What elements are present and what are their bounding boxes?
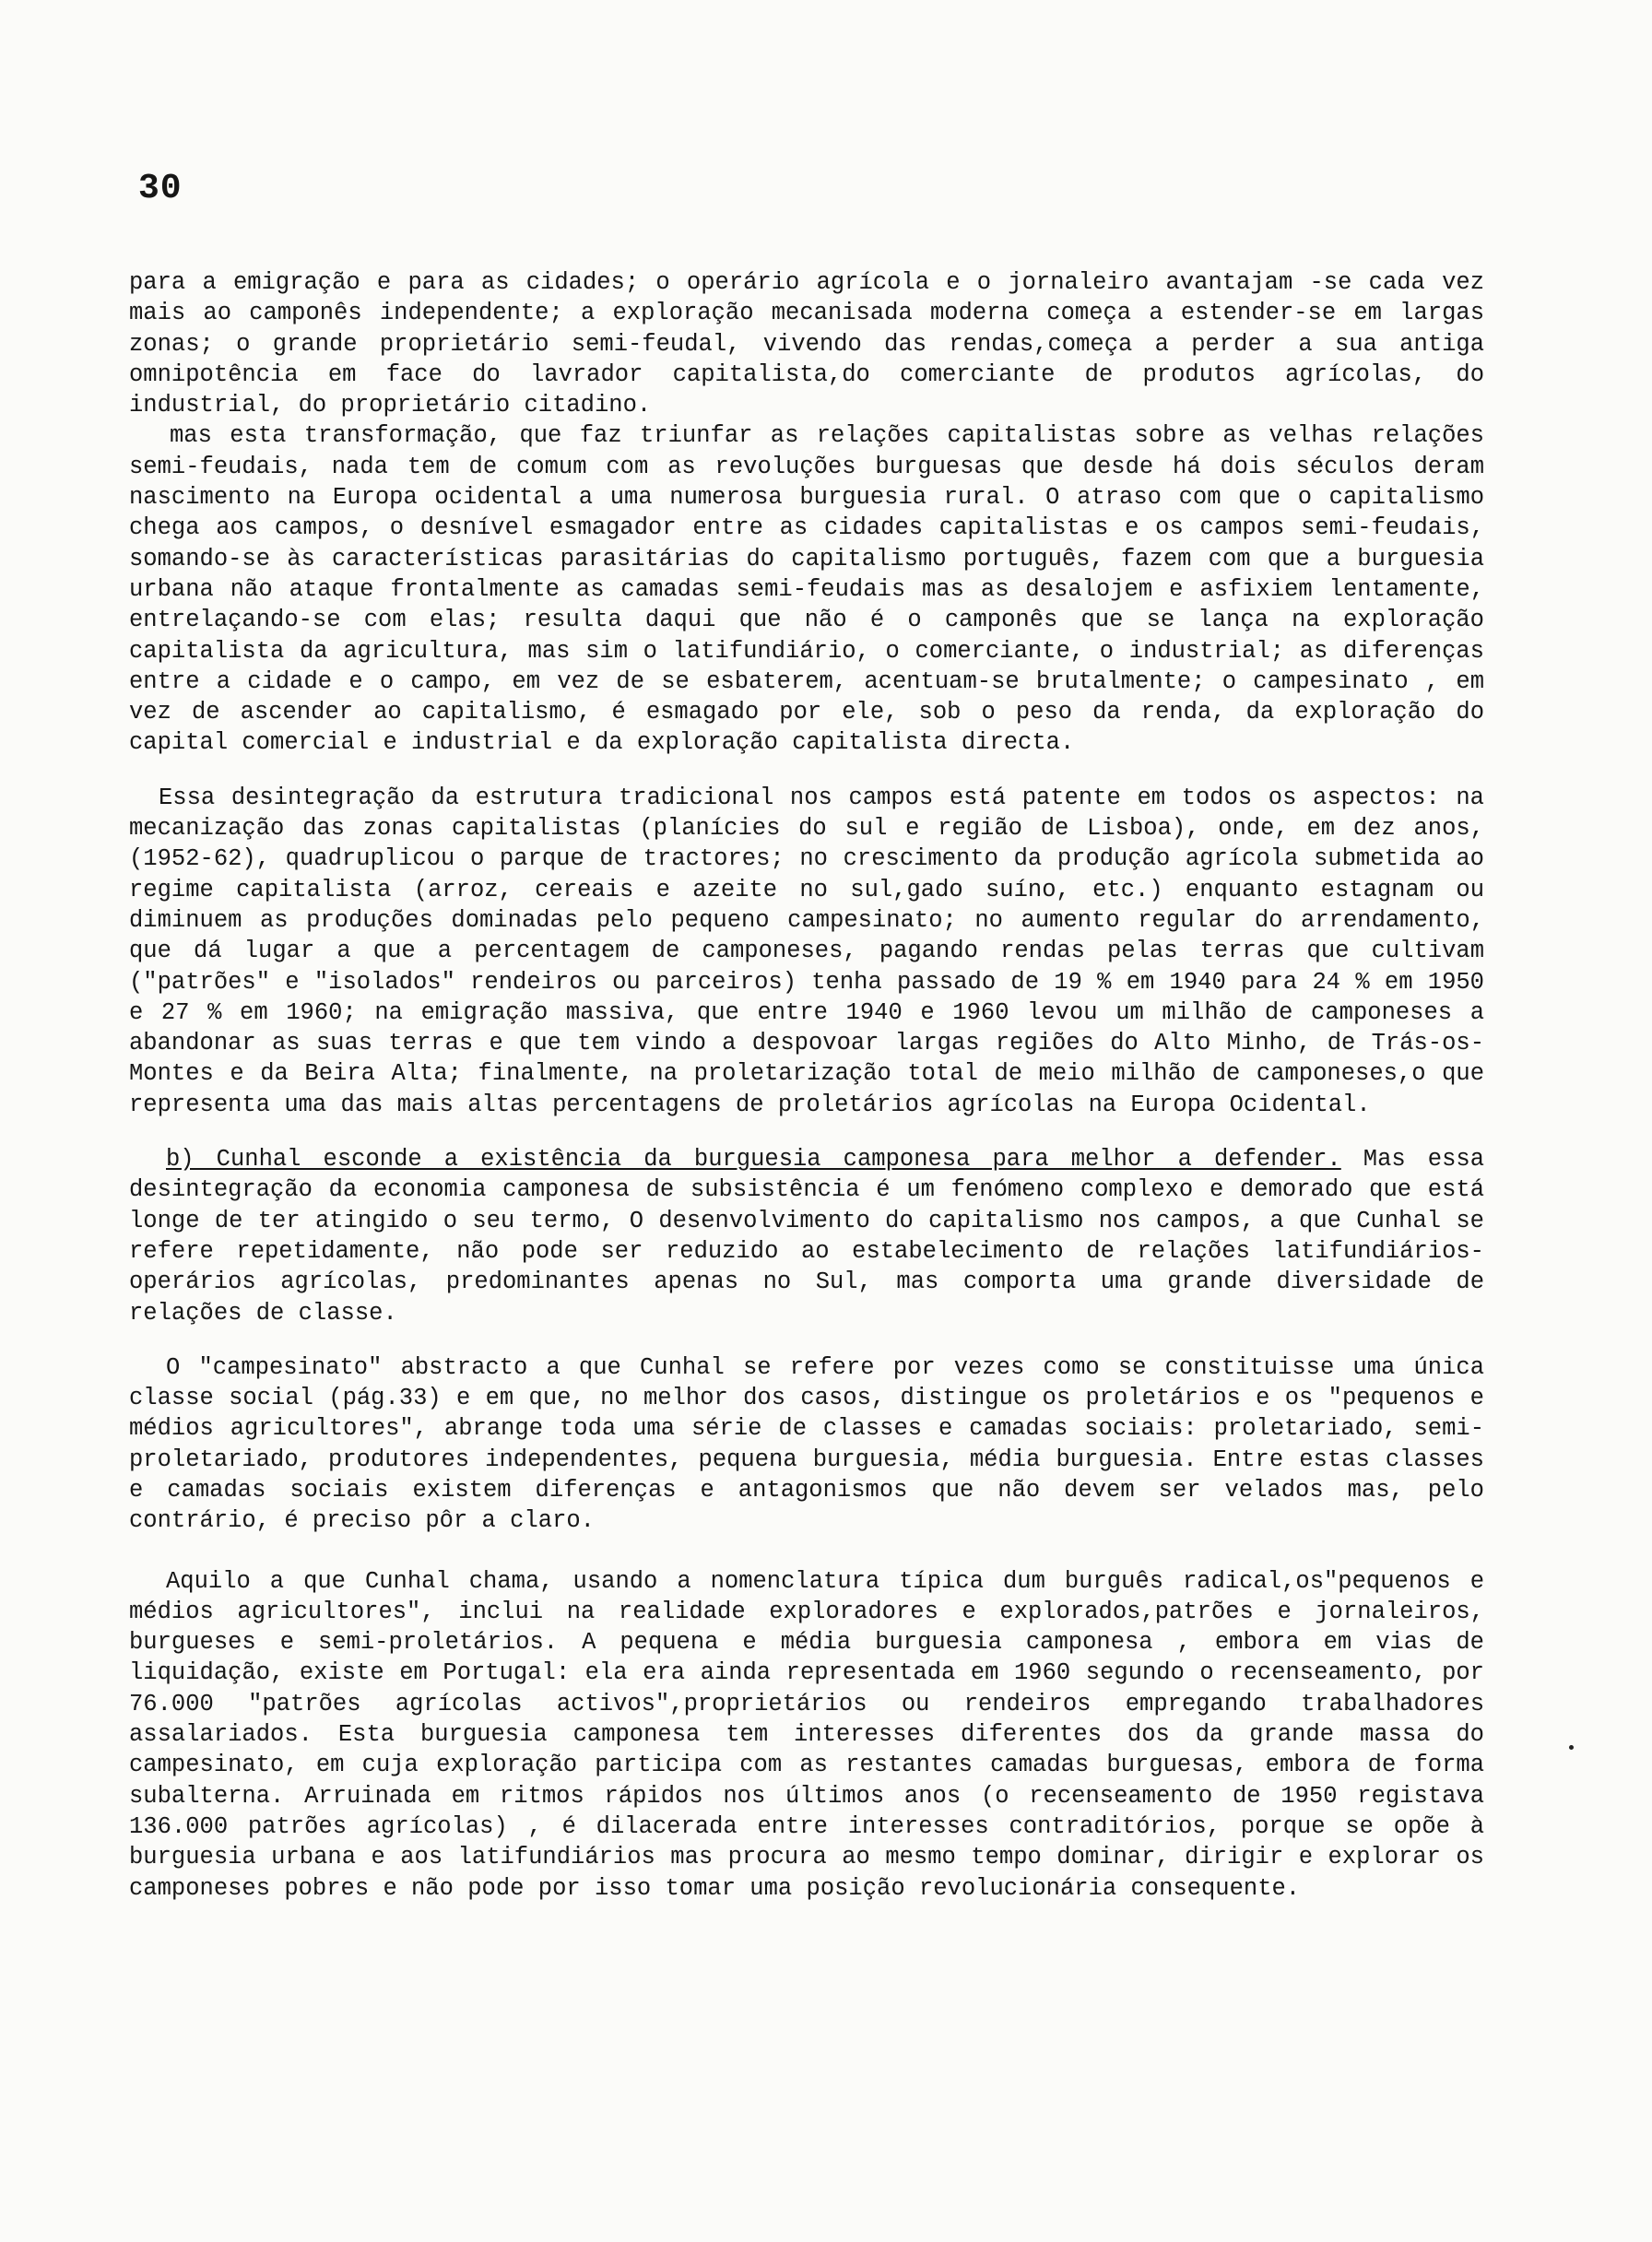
paragraph-emigration: para a emigração e para as cidades; o operário agrícola e o jornaleiro avantajam -se cada vez mais ao camponês independente; a exploração mecanisada moderna começa a estender-se em largas zonas; o grande proprietário semi-feudal, vivendo das rendas,começa a perder a sua antiga omnipotência em face do lavrador capitalista,do comerciante de produtos agrícolas, do industrial, do proprietário citadino. (129, 269, 1484, 419)
section-b-text: Mas essa desintegração da economia camponesa de subsistência é um fenómeno complexo e demorado que está longe de ter atingido o seu termo, O desenvolvimento do capitalismo nos campos, a que Cunhal se refere repetidamente, não pode ser reduzido ao estabelecimento de relações latifundiários-operários agrícolas, predominantes apenas no Sul, mas comporta uma grande diversidade de relações de classe. (129, 1146, 1484, 1327)
paragraph-transformation: mas esta transformação, que faz triunfar as relações capitalistas sobre as velhas relações semi-feudais, nada tem de comum com as revoluções burguesas que desde há dois séculos deram nascimento na Europa ocidental a uma numerosa burguesia rural. O atraso com que o capitalismo chega aos campos, o desnível esmagador entre as cidades capitalistas e os campos semi-feudais, somando-se às características parasitárias do capitalismo português, fazem com que a burguesia urbana não ataque frontalmente as camadas semi-feudais mas as desalojem e asfixiem lentamente, entrelaçando-se com elas; resulta daqui que não é o camponês que se lança na exploração capitalista da agricultura, mas sim o latifundiário, o comerciante, o industrial; as diferenças entre a cidade e o campo, em vez de se esbaterem, acentuam-se brutalmente; o campesinato , em vez de ascender ao capitalismo, é esmagado por ele, sob o peso da renda, da exploração do capital comercial e industrial e da exploração capitalista directa. (129, 422, 1484, 757)
paragraph-disintegration: Essa desintegração da estrutura tradicional nos campos está patente em todos os aspectos: na mecanização das zonas capitalistas (planícies do sul e região de Lisboa), onde, em dez anos, (1952-62), quadruplicou o parque de tractores; no crescimento da produção agrícola submetida ao regime capitalista (arroz, cereais e azeite no sul,gado suíno, etc.) enquanto estagnam ou diminuem as produções dominadas pelo pequeno campesinato; no aumento regular do arrendamento, que dá lugar a que a percentagem de camponeses, pagando rendas pelas terras que cultivam ("patrões" e "isolados" rendeiros ou parceiros) tenha passado de 19 % em 1940 para 24 % em 1950 e 27 % em 1960; na emigração massiva, que entre 1940 e 1960 levou um milhão de camponeses a abandonar as suas terras e que tem vindo a despovoar largas regiões do Alto Minho, de Trás-os-Montes e da Beira Alta; finalmente, na proletarização total de meio milhão de camponeses,o que representa uma das mais altas percentagens de proletários agrícolas na Europa Ocidental. (129, 784, 1484, 1118)
page-number: 30 (138, 169, 183, 208)
section-heading-b: b) Cunhal esconde a existência da burguesia camponesa para melhor a defender. (166, 1146, 1341, 1174)
paragraph-campesinato: O "campesinato" abstracto a que Cunhal se refere por vezes como se constituisse uma única classe social (pág.33) e em que, no melhor dos casos, distingue os proletários e os "pequenos e médios agricultores", abrange toda uma série de classes e camadas sociais: proletariado, semi-proletariado, produtores independentes, pequena burguesia, média burguesia. Entre estas classes e camadas sociais existem diferenças e antagonismos que não devem ser velados mas, pelo contrário, é preciso pôr a claro. (129, 1353, 1484, 1535)
stray-ink-dot (1569, 1745, 1574, 1750)
paragraph-bourgeoisie-section (129, 1144, 1484, 1328)
document-body (129, 267, 1484, 1904)
paragraph-small-medium-farmers: Aquilo a que Cunhal chama, usando a nomenclatura típica dum burguês radical,os"pequenos e médios agricultores", inclui na realidade exploradores e explorados,patrões e jornaleiros, burgueses e semi-proletários. A pequena e média burguesia camponesa , embora em vias de liquidação, existe em Portugal: ela era ainda representada em 1960 segundo o recenseamento, por 76.000 "patrões agrícolas activos",proprietários ou rendeiros empregando trabalhadores assalariados. Esta burguesia camponesa tem interesses diferentes dos da grande massa do campesinato, em cuja exploração participa com as restantes camadas burguesas, embora de forma subalterna. Arruinada em ritmos rápidos nos últimos anos (o recenseamento de 1950 registava 136.000 patrões agrícolas) , é dilacerada entre interesses contraditórios, porque se opõe à burguesia urbana e aos latifundiários mas procura ao mesmo tempo dominar, dirigir e explorar os camponeses pobres e não pode por isso tomar uma posição revolucionária consequente. (129, 1567, 1484, 1902)
